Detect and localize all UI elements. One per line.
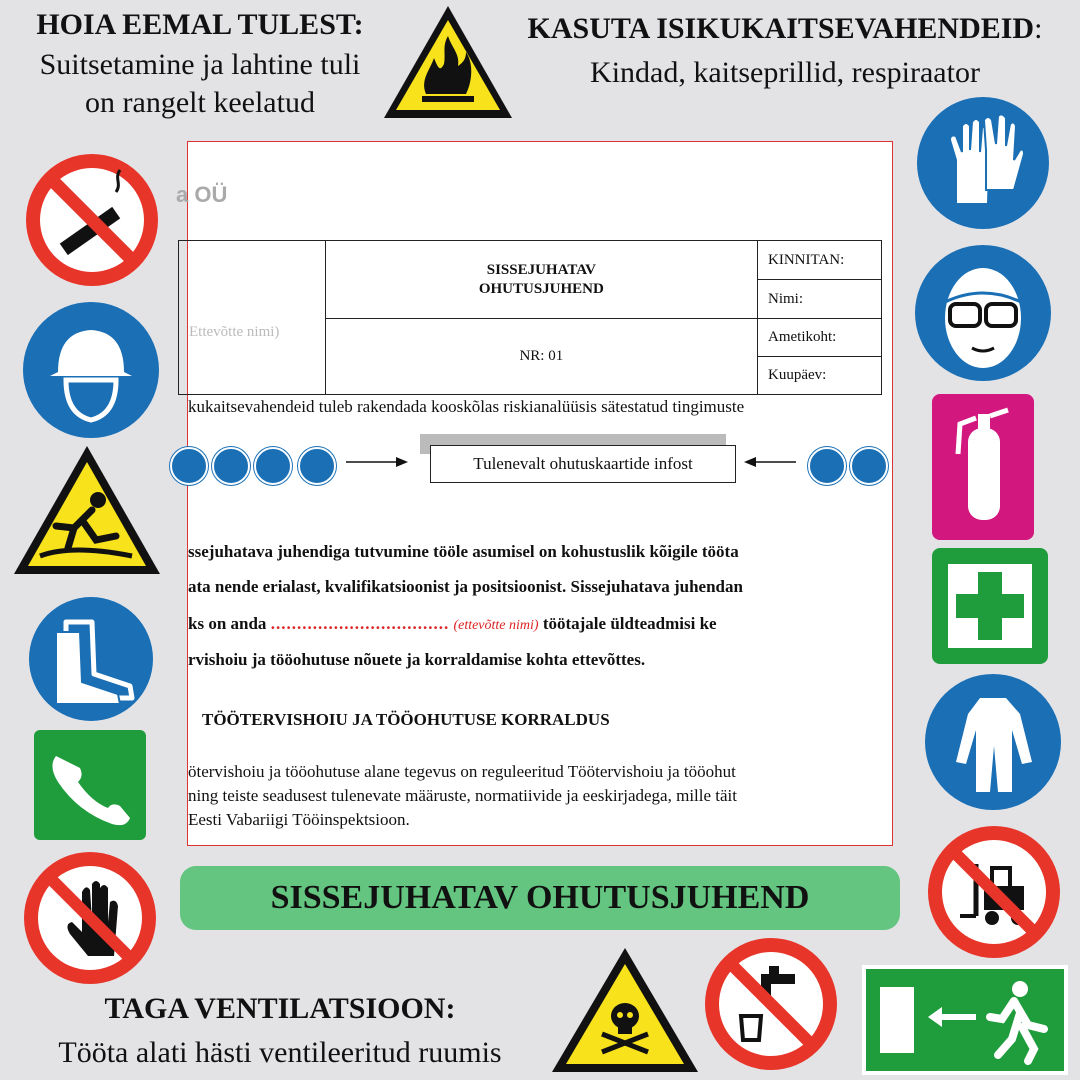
hard-hat-icon [22,302,160,434]
arrow-right-icon [346,456,408,468]
arrow-left-icon [744,456,796,468]
fire-warning-title: HOIA EEMAL TULEST: [36,8,364,41]
fire-extinguisher-icon [932,394,1034,540]
intro-line3-start: ks on anda [188,614,267,633]
first-aid-icon [932,548,1048,664]
intro-paragraph-line3 [188,614,717,634]
gloves-icon [916,96,1050,230]
slippery-floor-warning-icon [12,444,162,576]
fire-warning-note [20,8,380,120]
goggles-icon [914,244,1052,382]
section-paragraph-line1: ötervishoiu ja tööohutuse alane tegevus on reguleeritud Töötervishoiu ja tööohut [188,762,736,781]
ventilation-line1: Tööta alati hästi ventileeritud ruumis [58,1036,502,1069]
intro-paragraph-line1: ssejuhatava juhendiga tutvumine tööle asumisel on kohustuslik kõigile tööta [188,542,739,561]
do-not-touch-icon [20,852,160,984]
ppe-title: KASUTA ISIKUKAITSEVAHENDEID [527,12,1035,45]
ventilation-title: TAGA VENTILATSIOON: [104,992,456,1025]
fire-warning-line1: Suitsetamine ja lahtine tuli [39,48,361,81]
section-title: TÖÖTERVISHOIU JA TÖÖOHUTUSE KORRALDUS [202,710,610,729]
ppe-colon: : [1034,12,1043,45]
title-banner: SISSEJUHATAV OHUTUSJUHEND [180,866,900,930]
ventilation-note [10,992,550,1070]
section-paragraph-line3: Eesti Vabariigi Tööinspektsioon. [188,810,410,829]
section-paragraph-line2: ning teiste seadusest tulenevate määruste, normatiivide ja eeskirjadega, mille täit [188,786,738,805]
toxic-warning-icon [550,946,700,1074]
no-smoking-icon [24,152,160,288]
approve-label: KINNITAN: [758,241,881,280]
document-header-table [178,240,882,395]
emergency-phone-icon [34,730,146,840]
company-name: a OÜ [176,182,228,207]
position-label: Ametikoht: [758,319,881,357]
company-fill-dots: .................................. [270,614,450,633]
info-box: Tulenevalt ohutuskaartide infost [430,445,736,483]
ppe-line1: Kindad, kaitseprillid, respiraator [590,56,980,89]
emergency-exit-icon [862,965,1068,1075]
date-label: Kuupäev: [768,367,827,383]
not-drinking-water-icon [703,936,839,1072]
doc-title-line2: OHUTUSJUHEND [478,280,604,297]
intro-line3-end: töötajale üldteadmisi ke [542,614,717,633]
ppe-note [500,12,1070,90]
protective-suit-icon [924,674,1062,810]
mini-face-shield-icon [298,447,336,485]
safety-boots-icon [22,598,160,720]
company-name-placeholder: Ettevõtte nimi) [189,324,280,340]
document-preview [176,141,893,846]
mini-mandatory-icon [170,447,208,485]
company-fill-hint: (ettevõtte nimi) [453,618,539,633]
fire-warning-line2: on rangelt keelatud [85,86,315,119]
mini-goggles-icon [808,447,846,485]
ppe-requirement-text: kukaitsevahendeid tuleb rakendada kooskõlas riskianalüüsis sätestatud tingimuste [188,397,745,416]
doc-number: NR: 01 [325,319,757,395]
intro-paragraph-line4: rvishoiu ja tööohutuse nõuete ja korraldamise kohta ettevõttes. [188,650,646,669]
mini-gloves-icon [212,447,250,485]
name-label: Nimi: [768,291,804,307]
flammable-warning-icon [380,2,516,122]
no-forklift-icon [926,824,1062,960]
intro-paragraph-line2: ata nende erialast, kvalifikatsioonist ja positsioonist. Sissejuhatava juhendan [188,577,743,596]
mini-visor-icon [850,447,888,485]
doc-title-line1: SISSEJUHATAV [486,261,596,278]
mini-suit-icon [254,447,292,485]
